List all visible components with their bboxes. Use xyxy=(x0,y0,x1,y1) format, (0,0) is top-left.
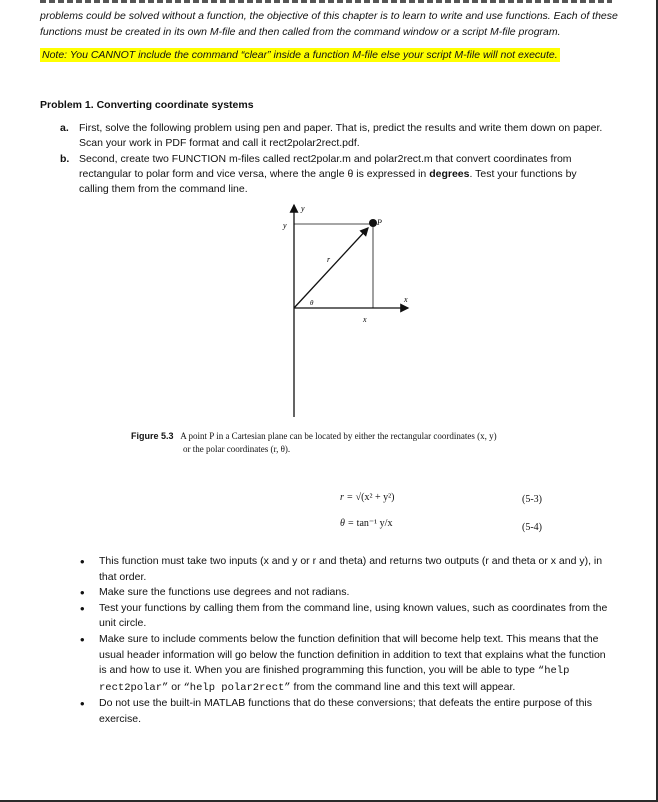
equation-number: (5-4) xyxy=(522,522,542,533)
code-help-polar2rect: “help polar2rect” xyxy=(183,681,291,694)
problem-heading: Problem 1. Converting coordinate systems xyxy=(40,99,254,111)
equation-theta: θ = tan⁻¹ y/x xyxy=(340,518,393,529)
list-item: • Make sure the functions use degrees and not radians. xyxy=(80,585,610,601)
item-a xyxy=(60,121,605,151)
angle-label: θ xyxy=(310,299,314,307)
x-axis-label: x xyxy=(404,295,408,304)
x-tick-label: x xyxy=(363,315,367,324)
item-label: b. xyxy=(60,153,70,165)
list-item: • Do not use the built-in MATLAB functions that do these conversions; that defeats the entire purpose of this exercise. xyxy=(80,696,610,727)
list-item: • Test your functions by calling them from the command line, using known values, such as coordinates from the unit circle. xyxy=(80,601,610,632)
caption-label: Figure 5.3 xyxy=(131,431,174,441)
intro-paragraph: problems could be solved without a function, the objective of this chapter is to learn to write and use functions. Each of these functions must be created in its own M-file and then called from the command window or a script M-file program. xyxy=(40,10,618,38)
point-p xyxy=(369,219,377,227)
list-item: • Make sure to include comments below the function definition that will become help text. This means that the usual header information will go below the function definition in addition to text that explains what the function is and how to use it. When you are finished programming this function, you will be able to type “help rect2polar” or “help polar2rect” from the command line and this text will appear. xyxy=(80,632,610,696)
code-help-rect2polar: “help rect2polar” xyxy=(99,665,570,694)
y-tick-label: y xyxy=(283,221,287,230)
item-text: First, solve the following problem using pen and paper. That is, predict the results and write them down on paper. Scan your work in PDF format and call it rect2polar2rect.pdf. xyxy=(79,122,603,149)
note-highlight: Note: You CANNOT include the command “clear” inside a function M-file else your script M-file will not execute. xyxy=(42,49,558,61)
item-text: Second, create two FUNCTION m-files called rect2polar.m and polar2rect.m that convert coordinates from rectangular to polar form and vice versa, where the angle θ is expressed in degrees. Test your functions by calling them from the command line. xyxy=(79,153,577,195)
list-item: • This function must take two inputs (x and y or r and theta) and returns two outputs (r and theta or x and y), in that order. xyxy=(80,554,610,585)
radius-label: r xyxy=(327,255,331,264)
figure-caption: Figure 5.3 A point P in a Cartesian plane can be located by either the rectangular coordinates (x, y) or the polar coordinates (r, θ). xyxy=(131,431,497,454)
item-b xyxy=(60,152,605,197)
bold-degrees: degrees xyxy=(429,168,470,180)
cartesian-figure xyxy=(270,195,420,420)
point-label: P xyxy=(377,218,382,227)
requirements-list xyxy=(80,554,610,728)
y-axis-label: y xyxy=(301,204,305,213)
radius-vector xyxy=(294,228,368,308)
equation-number: (5-3) xyxy=(522,494,542,505)
item-label: a. xyxy=(60,122,69,134)
cut-off-text-line xyxy=(40,0,612,3)
equation-r: r = √(x² + y²) xyxy=(340,492,395,503)
